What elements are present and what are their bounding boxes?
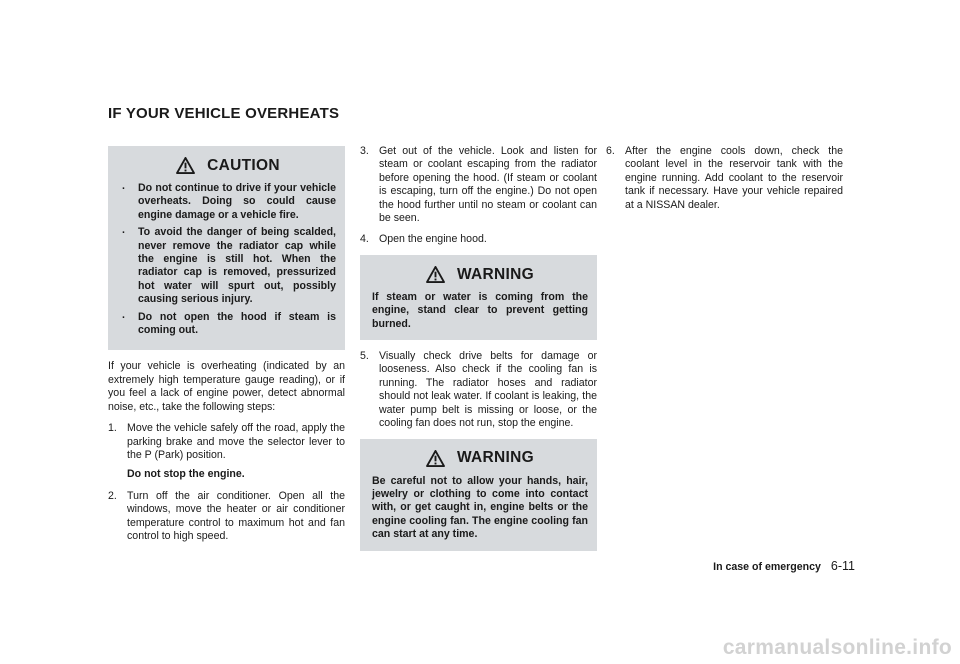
- step-text: Turn off the air conditioner. Open all the windows, move the heater or air conditioner temperature control to maximum hot and fan control to high speed.: [127, 489, 345, 542]
- step-4: [360, 233, 597, 246]
- caution-bullet: . Do not continue to drive if your vehicle overheats. Doing so could cause engine damage or a vehicle fire.: [120, 182, 336, 222]
- step-6: [606, 145, 843, 212]
- section-title: IF YOUR VEHICLE OVERHEATS: [108, 105, 340, 122]
- step-text: Move the vehicle safely off the road, apply the parking brake and move the selector lever to the P (Park) position.: [127, 422, 345, 461]
- warning-text: Be careful not to allow your hands, hair, jewelry or clothing to come into contact with, or get caught in, engine belts or the engine cooling fan. The engine cooling fan can start at any time.: [372, 474, 588, 541]
- caution-header: [120, 153, 336, 182]
- step-text: Visually check drive belts for damage or looseness. Also check if the cooling fan is running. The radiator hoses and radiator should not leak water. If coolant is leaking, the water pump belt is missing or loose, or the cooling fan does not run, stop the engine.: [379, 350, 597, 430]
- caution-label: CAUTION: [207, 156, 280, 174]
- step-note: Do not stop the engine.: [127, 468, 245, 481]
- page-footer: [713, 559, 855, 573]
- warning-label: WARNING: [456, 265, 534, 283]
- caution-box: [108, 146, 345, 350]
- step-text: After the engine cools down, check the coolant level in the reservoir tank with the engine running. Add coolant to the reservoir tank if necessary. Have your vehicle repaired at a NISSAN dealer.: [625, 145, 843, 211]
- step-text: Open the engine hood.: [379, 233, 487, 246]
- step-number: 3.: [360, 145, 369, 157]
- warning-header: [372, 446, 588, 475]
- page-number: 6-11: [830, 559, 855, 573]
- caution-list: [120, 182, 336, 337]
- warning-box-2: [360, 439, 597, 551]
- step-3: [360, 145, 597, 225]
- caution-bullet: . To avoid the danger of being scalded, never remove the radiator cap while the engine is still hot. When the radiator cap is removed, pressurized hot water will spurt out, possibly causing serious injury.: [120, 226, 336, 306]
- caution-bullet: . Do not open the hood if steam is coming out.: [120, 311, 336, 338]
- step-1: [108, 422, 345, 482]
- step-number: 4.: [360, 233, 369, 246]
- warning-box-1: [360, 255, 597, 340]
- step-number: 6.: [606, 145, 615, 157]
- column-3: [606, 145, 843, 220]
- step-number: 1.: [108, 422, 117, 435]
- step-text: Get out of the vehicle. Look and listen for steam or coolant escaping from the radiator before opening the hood. (If steam or coolant is escaping, turn off the engine.) Do not open the hood further until no steam or coolant can be seen.: [379, 145, 597, 225]
- warning-text: If steam or water is coming from the engine, stand clear to prevent getting burned.: [372, 290, 588, 330]
- warning-label: WARNING: [456, 449, 534, 467]
- warning-triangle-icon: [176, 157, 195, 174]
- column-1: [108, 146, 345, 551]
- watermark: carmanualsonline.info: [722, 636, 952, 659]
- warning-triangle-icon: [426, 450, 445, 467]
- step-number: 5.: [360, 350, 369, 363]
- step-2: [108, 490, 345, 544]
- step-number: 2.: [108, 489, 117, 502]
- footer-section-name: In case of emergency: [713, 561, 821, 573]
- intro-paragraph: If your vehicle is overheating (indicated by an extremely high temperature gauge reading), or if you feel a lack of engine power, detect abnormal noise, etc., take the following steps:: [108, 360, 345, 413]
- warning-header: [372, 262, 588, 291]
- step-5: [360, 350, 597, 430]
- column-2: [360, 145, 597, 561]
- warning-triangle-icon: [426, 266, 445, 283]
